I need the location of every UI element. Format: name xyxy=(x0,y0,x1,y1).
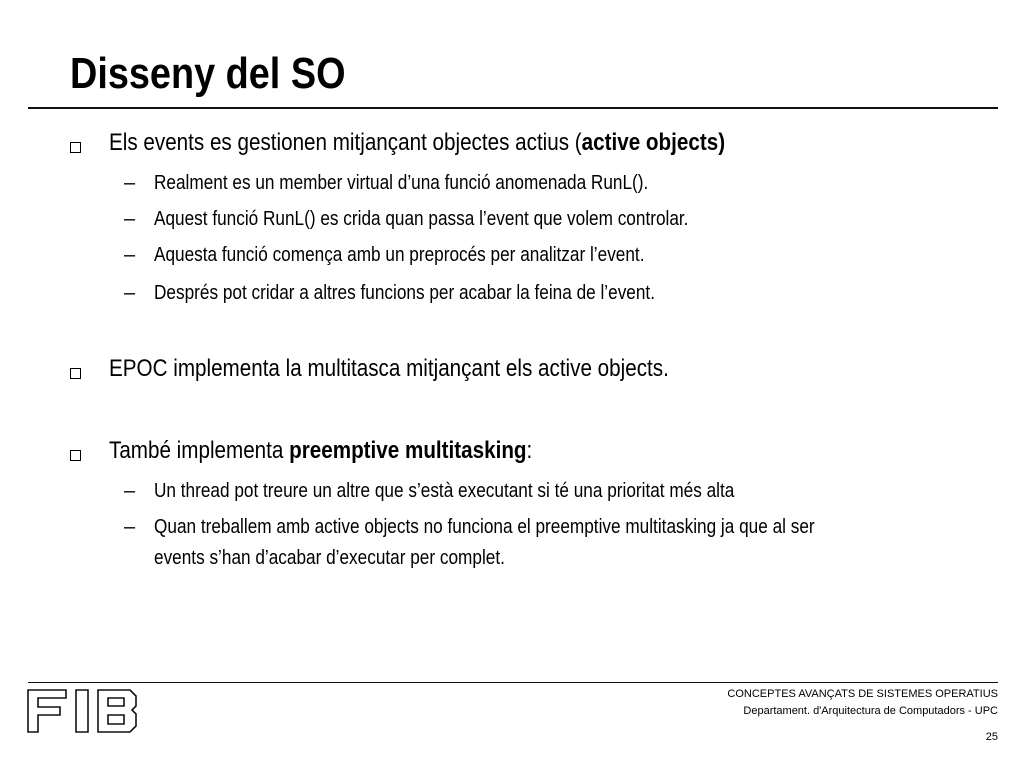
bullet-text-plain: Els events es gestionen mitjançant objectes actius ( xyxy=(109,129,582,156)
bullet-text-bold: active objects) xyxy=(581,129,726,156)
bullet-text xyxy=(109,436,532,466)
logo-letter-b-lower-hole xyxy=(108,715,124,724)
bullet-text-suffix: : xyxy=(526,437,533,464)
title-divider xyxy=(28,107,998,109)
footer-divider xyxy=(28,682,998,683)
square-bullet-icon xyxy=(70,142,81,153)
bullet-text xyxy=(109,354,669,384)
dash-bullet: – xyxy=(124,516,136,538)
dash-bullet: – xyxy=(124,172,136,194)
sub-item-text: Un thread pot treure un altre que s’està executant si té una prioritat més alta xyxy=(154,480,735,502)
sub-item-text: Quan treballem amb active objects no funciona el preemptive multitasking ja que al ser xyxy=(154,516,815,538)
bullet-item xyxy=(70,440,81,461)
sub-item-text-continued: events s’han d’acabar d’executar per complet. xyxy=(154,547,505,569)
logo-letter-i xyxy=(76,690,88,732)
bullet-text-bold: preemptive multitasking xyxy=(289,437,527,464)
sub-item-text: Després pot cridar a altres funcions per acabar la feina de l’event. xyxy=(154,282,655,304)
logo-letter-f xyxy=(28,690,66,732)
bullet-text-plain: EPOC implementa la multitasca mitjançant els active objects. xyxy=(109,355,669,382)
bullet-item xyxy=(70,132,81,153)
logo-label: FIB xyxy=(26,688,28,689)
logo-letter-b xyxy=(98,690,136,732)
sub-item-text: Aquesta funció comença amb un preprocés per analitzar l’event. xyxy=(154,244,645,266)
footer-department: Departament. d'Arquitectura de Computadors - UPC xyxy=(743,705,998,717)
logo-letter-b-upper-hole xyxy=(108,698,124,706)
bullet-text-plain: També implementa xyxy=(109,437,290,464)
dash-bullet: – xyxy=(124,282,136,304)
square-bullet-icon xyxy=(70,368,81,379)
slide-title: Disseny del SO xyxy=(70,49,346,98)
bullet-item xyxy=(70,358,81,379)
sub-item-text: Aquest funció RunL() es crida quan passa l’event que volem controlar. xyxy=(154,208,689,230)
bullet-text xyxy=(109,128,725,158)
page-number: 25 xyxy=(985,731,998,743)
fib-logo xyxy=(26,688,138,739)
sub-item-text: Realment es un member virtual d’una funció anomenada RunL(). xyxy=(154,172,649,194)
dash-bullet: – xyxy=(124,208,136,230)
square-bullet-icon xyxy=(70,450,81,461)
fib-logo-graphic xyxy=(26,688,138,734)
footer-course: CONCEPTES AVANÇATS DE SISTEMES OPERATIUS xyxy=(727,688,998,700)
dash-bullet: – xyxy=(124,480,136,502)
dash-bullet: – xyxy=(124,244,136,266)
